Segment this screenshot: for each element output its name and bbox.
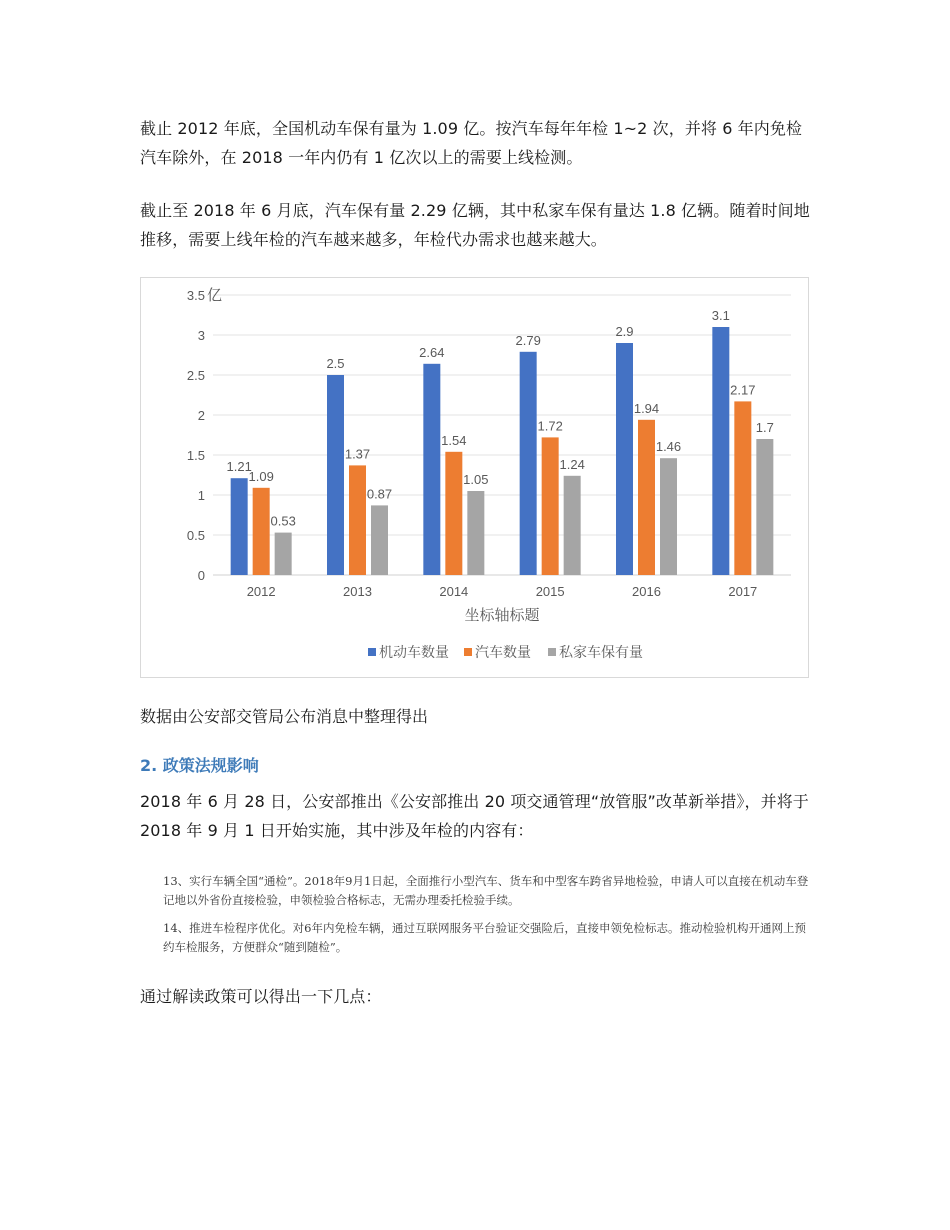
- paragraph-policy: 2018 年 6 月 28 日，公安部推出《公安部推出 20 项交通管理“放管服”改革新举措》，并将于 2018 年 9 月 1 日开始实施，其中涉及年检的内容有：: [140, 792, 809, 840]
- bar: [638, 420, 655, 575]
- bar-chart: [141, 278, 808, 677]
- legend-label: 汽车数量: [475, 644, 531, 660]
- bar: [231, 478, 248, 575]
- data-label: 2.5: [326, 356, 345, 371]
- data-label: 1.21: [226, 459, 252, 475]
- legend-swatch: [464, 648, 472, 656]
- bar: [467, 491, 484, 575]
- section-heading: 2. 政策法规影响: [140, 756, 259, 775]
- y-axis-label: 亿: [207, 287, 223, 304]
- bar: [542, 437, 559, 575]
- bar: [445, 452, 462, 575]
- y-tick-label: 0.5: [186, 528, 205, 543]
- data-label: 2.9: [615, 324, 634, 339]
- data-label: 3.1: [711, 308, 730, 323]
- bar: [660, 458, 677, 575]
- bar: [253, 488, 270, 575]
- x-tick-label: 2016: [632, 584, 661, 599]
- data-label: 1.05: [463, 472, 489, 487]
- x-axis-title: 坐标轴标题: [464, 607, 540, 624]
- chart-caption: 数据由公安部交管局公布消息中整理得出: [140, 707, 429, 726]
- bar: [371, 505, 388, 575]
- data-label: 1.7: [755, 420, 774, 435]
- bar: [734, 401, 751, 575]
- policy-quote-13: 13、实行车辆全国“通检”。2018年9月1日起，全面推行小型汽车、货车和中型客车跨省异地检验，申请人可以直接在机动车登记地以外省份直接检验，申领检验合格标志，无需办理委托检验手续。: [163, 874, 809, 907]
- bar: [564, 476, 581, 575]
- data-label: 1.09: [248, 468, 274, 484]
- paragraph-conclusion-intro: 通过解读政策可以得出一下几点：: [140, 987, 382, 1006]
- paragraph-vehicle-2012: 截止 2012 年底，全国机动车保有量为 1.09 亿。按汽车每年年检 1~2 次，并将 6 年内免检汽车除外，在 2018 一年内仍有 1 亿次以上的需要上线检测。: [140, 119, 803, 167]
- x-tick-label: 2015: [535, 584, 565, 599]
- data-label: 2.79: [515, 332, 541, 348]
- data-label: 2.64: [419, 344, 445, 360]
- bar: [349, 465, 366, 575]
- data-label: 0.87: [366, 486, 393, 502]
- legend-label: 私家车保有量: [559, 644, 643, 660]
- data-label: 0.53: [270, 513, 296, 529]
- paragraph-vehicle-2018: 截止至 2018 年 6 月底，汽车保有量 2.29 亿辆，其中私家车保有量达 1.8 亿辆。随着时间地推移，需要上线年检的汽车越来越多，年检代办需求也越来越大。: [140, 201, 810, 249]
- data-label: 1.46: [655, 439, 682, 455]
- y-tick-label: 2: [197, 408, 205, 423]
- legend-swatch: [548, 648, 556, 656]
- x-tick-label: 2012: [246, 584, 276, 599]
- legend-label: 机动车数量: [379, 644, 449, 660]
- y-tick-label: 3: [197, 328, 205, 343]
- bar: [712, 327, 729, 575]
- data-label: 1.94: [633, 400, 660, 416]
- bar: [327, 375, 344, 575]
- data-label: 1.37: [344, 446, 371, 462]
- y-tick-label: 1.5: [186, 448, 205, 463]
- bar: [275, 533, 292, 575]
- data-label: 1.72: [537, 418, 563, 434]
- y-tick-label: 2.5: [186, 368, 205, 383]
- legend-swatch: [368, 648, 376, 656]
- y-tick-label: 3.5: [186, 288, 205, 303]
- data-label: 2.17: [730, 382, 756, 398]
- x-tick-label: 2017: [728, 584, 758, 599]
- data-label: 1.54: [441, 432, 467, 448]
- policy-quote-14: 14、推进车检程序优化。对6年内免检车辆，通过互联网服务平台验证交强险后，直接申领免检标志。推动检验机构开通网上预约车检服务，方便群众“随到随检”。: [163, 921, 806, 954]
- bar: [520, 352, 537, 575]
- bar: [756, 439, 773, 575]
- y-tick-label: 1: [197, 488, 205, 503]
- chart-frame: [140, 277, 809, 678]
- y-tick-label: 0: [197, 568, 205, 583]
- x-tick-label: 2013: [343, 584, 372, 599]
- data-label: 1.24: [559, 456, 585, 472]
- bar: [423, 364, 440, 575]
- bar: [616, 343, 633, 575]
- x-tick-label: 2014: [439, 584, 469, 599]
